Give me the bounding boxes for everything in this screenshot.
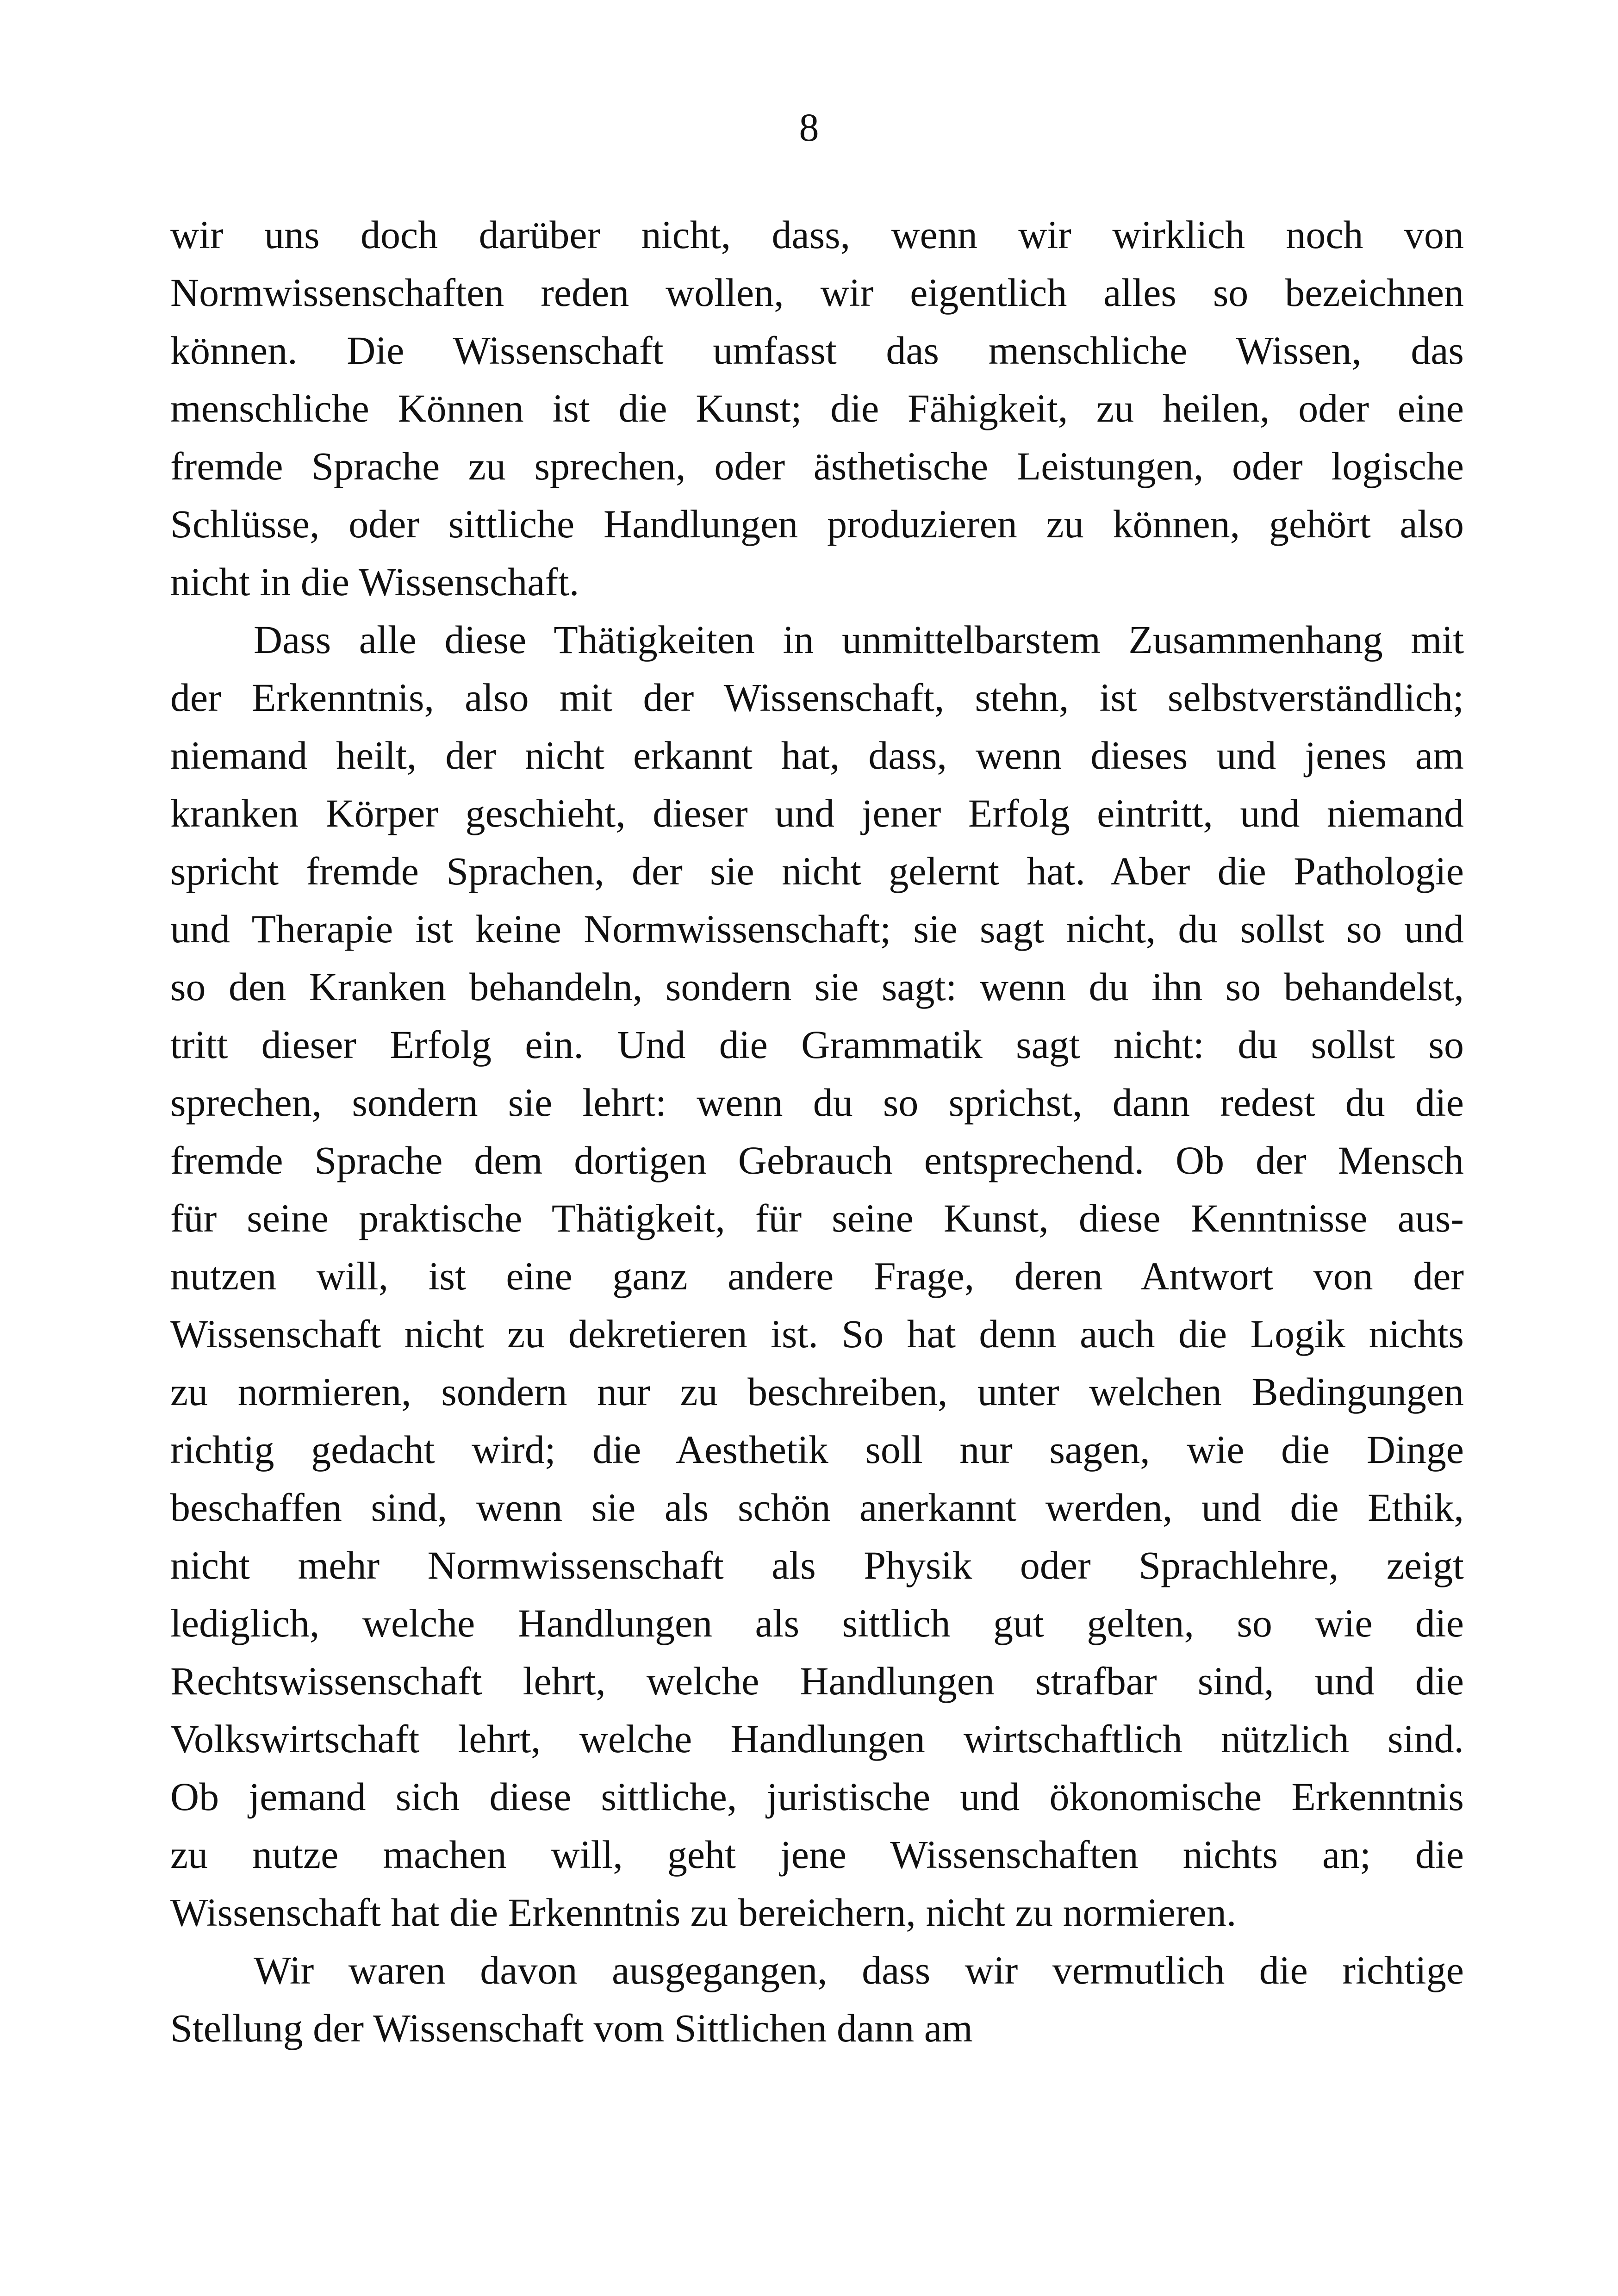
- text-line: beschaffen sind, wenn sie als schön anerkannt werden, und die Ethik,: [170, 1485, 1464, 1530]
- text-line: zu nutze machen will, geht jene Wissenschaften nichts an; die: [170, 1832, 1464, 1877]
- text-line: spricht fremde Sprachen, der sie nicht gelernt hat. Aber die Pathologie: [170, 849, 1464, 893]
- text-line: Volkswirtschaft lehrt, welche Handlungen wirtschaftlich nützlich sind.: [170, 1717, 1464, 1761]
- text-line: für seine praktische Thätigkeit, für seine Kunst, diese Kenntnisse aus-: [170, 1196, 1464, 1240]
- text-line: so den Kranken behandeln, sondern sie sagt: wenn du ihn so behandelst,: [170, 964, 1464, 1009]
- body-text: [170, 206, 1464, 2057]
- text-line: Stellung der Wissenschaft vom Sittlichen dann am: [170, 2006, 973, 2050]
- text-line: Wir waren davon ausgegangen, dass wir vermutlich die richtige: [254, 1948, 1464, 1992]
- text-line: fremde Sprache zu sprechen, oder ästhetische Leistungen, oder logische: [170, 444, 1464, 488]
- text-line: Dass alle diese Thätigkeiten in unmittelbarstem Zusammenhang mit: [254, 617, 1464, 662]
- text-line: nicht mehr Normwissenschaft als Physik oder Sprachlehre, zeigt: [170, 1543, 1464, 1587]
- text-line: kranken Körper geschieht, dieser und jener Erfolg eintritt, und niemand: [170, 791, 1464, 835]
- text-line: Ob jemand sich diese sittliche, juristische und ökonomische Erkenntnis: [170, 1774, 1464, 1819]
- page-number: 8: [799, 105, 819, 149]
- text-line: und Therapie ist keine Normwissenschaft; sie sagt nicht, du sollst so und: [170, 907, 1464, 951]
- paragraph: [170, 1941, 1464, 2057]
- text-line: menschliche Können ist die Kunst; die Fähigkeit, zu heilen, oder eine: [170, 386, 1464, 430]
- paragraph: [170, 611, 1464, 1941]
- text-line: Wissenschaft hat die Erkenntnis zu bereichern, nicht zu normieren.: [170, 1890, 1237, 1935]
- text-line: lediglich, welche Handlungen als sittlich gut gelten, so wie die: [170, 1601, 1464, 1645]
- text-line: Schlüsse, oder sittliche Handlungen produzieren zu können, gehört also: [170, 502, 1464, 546]
- text-line: zu normieren, sondern nur zu beschreiben, unter welchen Bedingungen: [170, 1369, 1464, 1414]
- text-line: richtig gedacht wird; die Aesthetik soll nur sagen, wie die Dinge: [170, 1427, 1464, 1472]
- text-line: Wissenschaft nicht zu dekretieren ist. So hat denn auch die Logik nichts: [170, 1312, 1464, 1356]
- text-line: sprechen, sondern sie lehrt: wenn du so sprichst, dann redest du die: [170, 1080, 1464, 1125]
- text-line: Normwissenschaften reden wollen, wir eigentlich alles so bezeichnen: [170, 270, 1464, 315]
- paragraph: [170, 206, 1464, 611]
- text-line: niemand heilt, der nicht erkannt hat, dass, wenn dieses und jenes am: [170, 733, 1464, 778]
- paragraphs: [170, 206, 1464, 2057]
- text-line: können. Die Wissenschaft umfasst das menschliche Wissen, das: [170, 328, 1464, 373]
- text-line: fremde Sprache dem dortigen Gebrauch entsprechend. Ob der Mensch: [170, 1138, 1464, 1182]
- text-line: nutzen will, ist eine ganz andere Frage, deren Antwort von der: [170, 1254, 1464, 1298]
- text-line: Rechtswissenschaft lehrt, welche Handlungen strafbar sind, und die: [170, 1659, 1464, 1703]
- text-line: tritt dieser Erfolg ein. Und die Grammatik sagt nicht: du sollst so: [170, 1022, 1464, 1067]
- text-line: wir uns doch darüber nicht, dass, wenn wir wirklich noch von: [170, 212, 1464, 257]
- text-line: nicht in die Wissenschaft.: [170, 560, 579, 604]
- text-line: der Erkenntnis, also mit der Wissenschaft, stehn, ist selbstverständlich;: [170, 675, 1464, 720]
